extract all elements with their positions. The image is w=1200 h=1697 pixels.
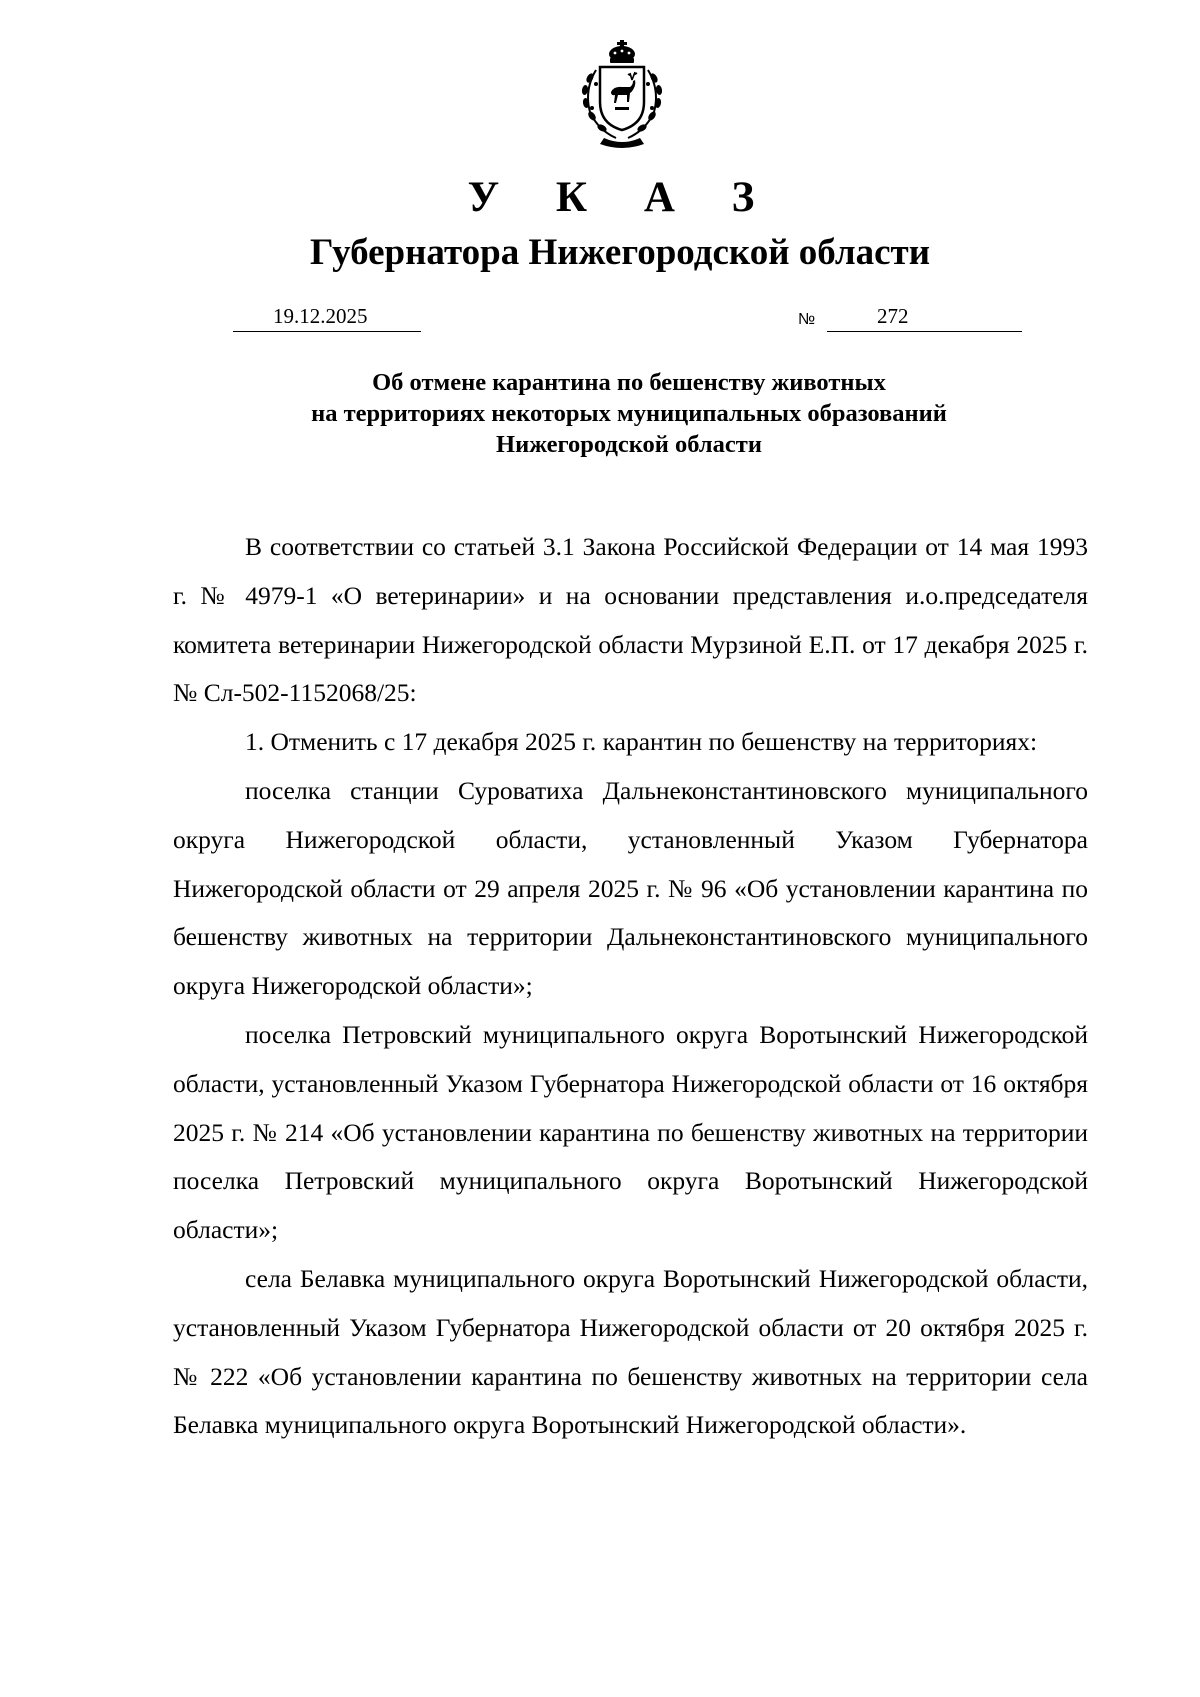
subject-line: на территориях некоторых муниципальных образований [311,400,947,427]
body-paragraph: 1. Отменить с 17 декабря 2025 г. карантин по бешенству на территориях: [245,727,1038,757]
issuer-title: Губернатора Нижегородской области [309,232,931,273]
document-type-title: У К А З [467,174,778,221]
document-number-field [827,301,1022,332]
subject-line: Об отмене карантина по бешенству животных [372,369,886,396]
document-body [173,523,1088,1450]
body-paragraph: В соответствии со статьей 3.1 Закона Российской Федерации от 14 мая 1993 г. № 4979-1 «О ветеринарии» и на основании представления и.о.председателя комитета ветеринарии Нижегородской области Мурзиной Е.П. от 17 декабря 2025 г. № Сл-502-1152068/25: [173,532,1088,708]
document-number: 272 [877,304,909,328]
body-paragraph: села Белавка муниципального округа Воротынский Нижегородской области, установленный Указом Губернатора Нижегородской области от 20 октября 2025 г. № 222 «Об установлении карантина по бешенству животных на территории села Белавка муниципального округа Воротынский Нижегородской области». [173,1263,1088,1440]
subject-line: Нижегородской области [496,431,762,458]
document-date: 19.12.2025 [273,304,368,328]
body-paragraph: поселка станции Суроватиха Дальнеконстантиновского муниципального округа Нижегородской области, установленный Указом Губернатора Нижегородской области от 29 апреля 2025 г. № 96 «Об установлении карантина по бешенству животных на территории Дальнеконстантиновского муниципального округа Нижегородской области»; [173,775,1088,1001]
number-sign: № [798,311,816,328]
body-paragraph: поселка Петровский муниципального округа Воротынский Нижегородской области, установленный Указом Губернатора Нижегородской области от 16 октября 2025 г. № 214 «Об установлении карантина по бешенству животных на территории поселка Петровский муниципального округа Воротынский Нижегородской области»; [173,1019,1088,1245]
document-date-field [233,301,421,332]
document-subject [0,367,1200,460]
coat-of-arms-icon [570,40,674,148]
